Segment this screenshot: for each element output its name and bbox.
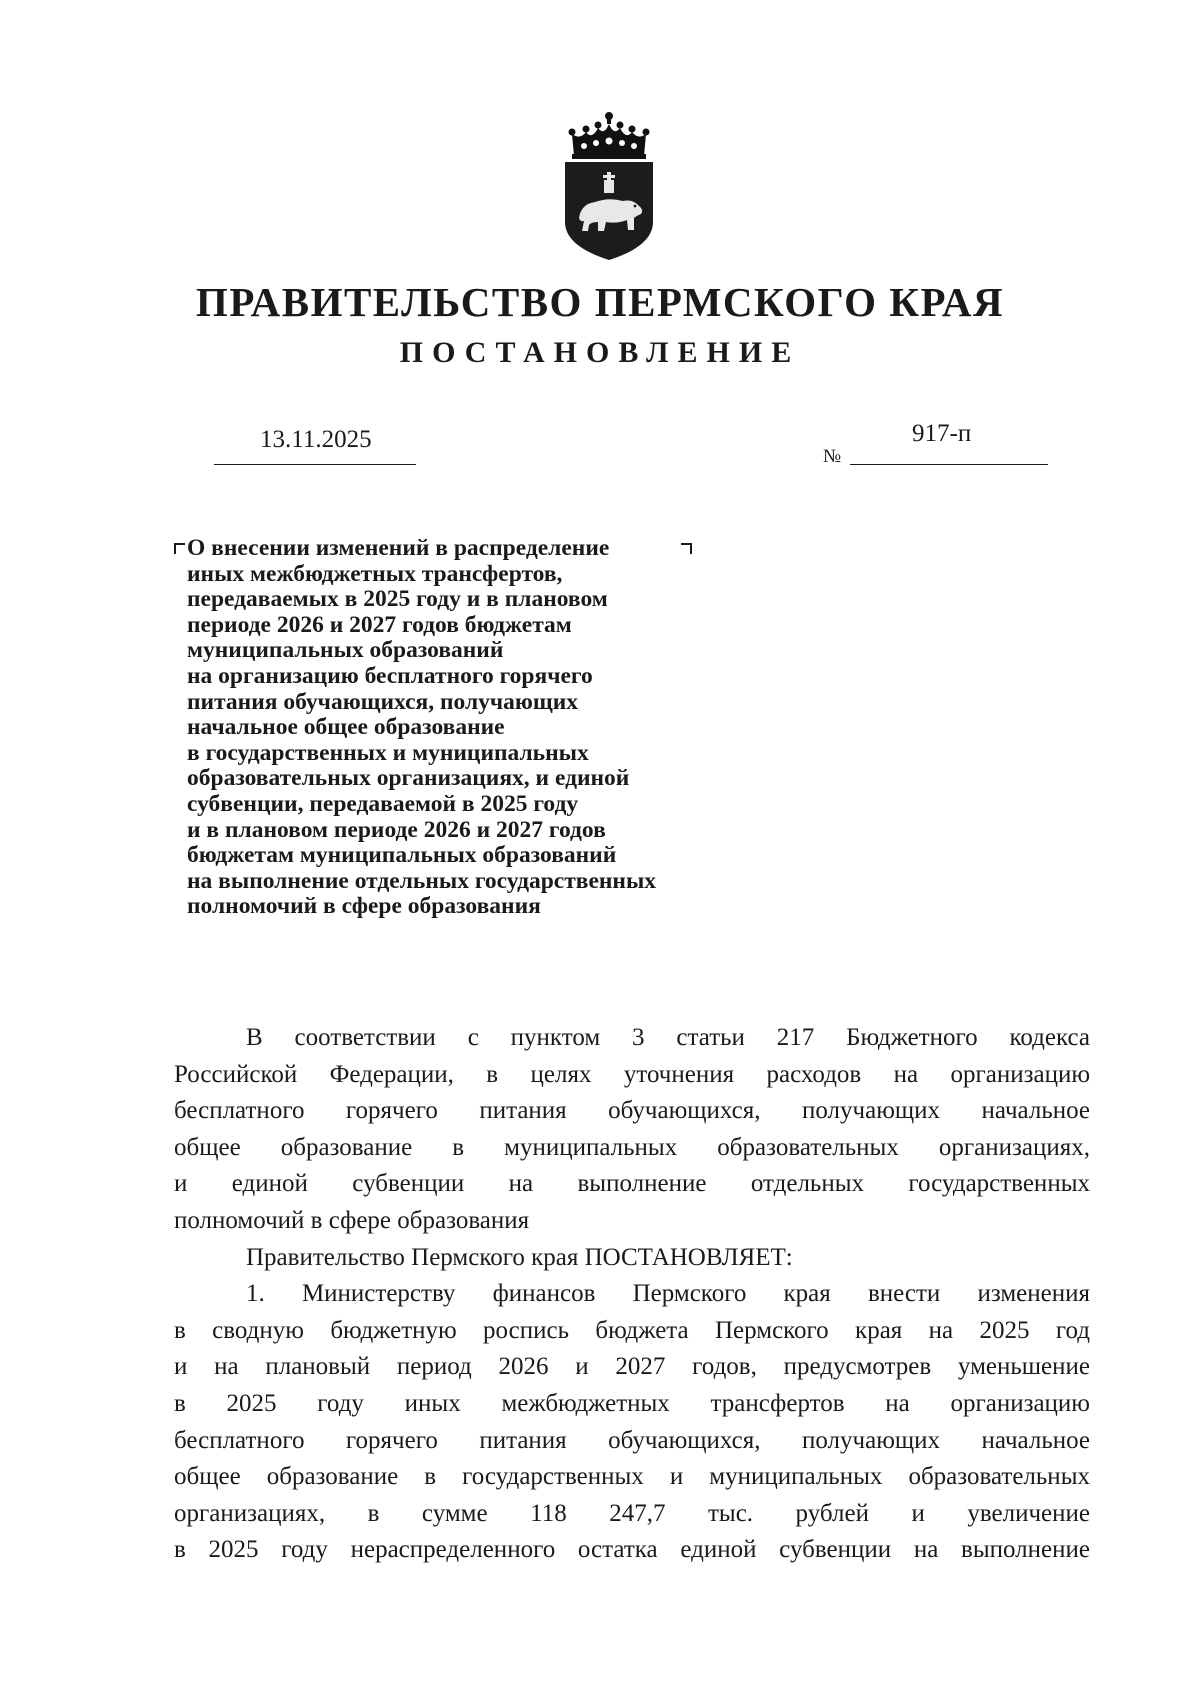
subject-line: бюджетам муниципальных образований	[187, 842, 617, 869]
subject-line: питания обучающихся, получающих	[187, 688, 578, 715]
body-line: бесплатного горячего питания обучающихся, получающих начальное	[174, 1097, 1090, 1125]
body-line: организациях, в сумме 118 247,7 тыс. рублей и увеличение	[174, 1499, 1090, 1527]
subject-line: начальное общее образование	[187, 714, 505, 741]
body-line: полномочий в сфере образования	[174, 1206, 530, 1234]
subject-line: иных межбюджетных трансфертов,	[187, 560, 563, 587]
document-body	[174, 1020, 1090, 1569]
body-line: в 2025 году нераспределенного остатка единой субвенции на выполнение	[174, 1536, 1090, 1564]
subject-line: периоде 2026 и 2027 годов бюджетам	[187, 611, 572, 638]
subject-line: субвенции, передаваемой в 2025 году	[187, 790, 579, 817]
body-line: бесплатного горячего питания обучающихся, получающих начальное	[174, 1426, 1090, 1454]
number-field	[850, 420, 1048, 465]
document-date: 13.11.2025	[260, 426, 372, 453]
document-number: 917-п	[912, 420, 972, 447]
body-line: общее образование в муниципальных образовательных организациях,	[174, 1133, 1090, 1161]
body-line: и единой субвенции на выполнение отдельных государственных	[174, 1170, 1090, 1198]
subject-line: образовательных организациях, и единой	[187, 765, 630, 792]
subject-line: и в плановом периоде 2026 и 2027 годов	[187, 816, 606, 843]
body-line: в сводную бюджетную роспись бюджета Пермского края на 2025 год	[174, 1316, 1090, 1344]
body-line: и на плановый период 2026 и 2027 годов, предусмотрев уменьшение	[174, 1353, 1090, 1381]
body-line: 1. Министерству финансов Пермского края внести изменения	[246, 1280, 1090, 1308]
subject-line: на выполнение отдельных государственных	[187, 867, 657, 894]
government-title: ПРАВИТЕЛЬСТВО ПЕРМСКОГО КРАЯ	[195, 279, 1005, 325]
body-line: в 2025 году иных межбюджетных трансфертов на организацию	[174, 1389, 1090, 1417]
subject-line: в государственных и муниципальных	[187, 739, 589, 766]
subject-line: муниципальных образований	[187, 637, 504, 664]
resolution-line: Правительство Пермского края ПОСТАНОВЛЯЕТ:	[246, 1243, 793, 1271]
document-subject	[187, 536, 787, 920]
number-sign: №	[823, 446, 842, 467]
subject-line: О внесении изменений в распределение	[187, 535, 610, 561]
body-line: общее образование в государственных и муниципальных образовательных	[174, 1463, 1090, 1491]
subject-line: полномочий в сфере образования	[187, 893, 541, 920]
date-field	[214, 426, 416, 465]
body-line: В соответствии с пунктом 3 статьи 217 Бюджетного кодекса	[246, 1024, 1090, 1051]
subject-line: на организацию бесплатного горячего	[187, 662, 593, 689]
document-type: ПОСТАНОВЛЕНИЕ	[399, 336, 801, 369]
subject-line: передаваемых в 2025 году и в плановом	[187, 586, 608, 613]
body-line: Российской Федерации, в целях уточнения расходов на организацию	[174, 1060, 1090, 1088]
perm-krai-coat-of-arms-icon	[562, 110, 656, 262]
subject-bracket-left	[174, 543, 185, 554]
